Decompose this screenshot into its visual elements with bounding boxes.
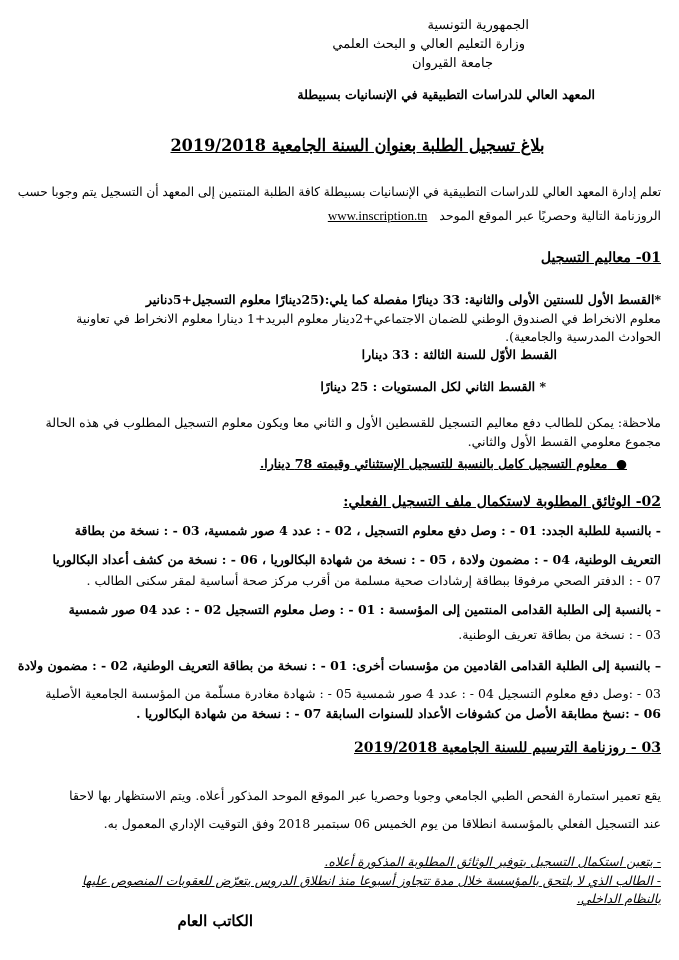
section1-heading: 01- معاليم التسجيل	[540, 250, 661, 266]
section1-first-installment-line2: معلوم الانخراط في الصندوق الوطني للضمان الاجتماعي+2دينار معلوم البريد+1 دينارا معلوم الانخراط في تعاونية	[76, 311, 661, 326]
section2-new-students-line2: التعريف الوطنية، 04 - : مضمون ولادة ، 05 - : نسخة من شهادة البكالوريا ، 06 - : نسخة من كشف أعداد البكالوريا	[52, 552, 661, 567]
section2-transfer-line1: – بالنسبة إلى الطلبة القدامى القادمين من مؤسسات أخرى: 01 - : نسخة من بطاقة التعريف الوطنية، 02 - : مضمون ولادة	[17, 658, 661, 673]
section1-second-installment: * القسط الثاني لكل المستويات : 25 دينارًا	[320, 379, 546, 394]
note-absence: - الطالب الذي لا يلتحق بالمؤسسة خلال مدة تتجاوز أسبوعا منذ انطلاق الدروس يتعرّض للعقوبات المنصوص عليها	[82, 873, 661, 888]
section2-new-students-line1: - بالنسبة للطلبة الجدد: 01 - : وصل دفع معلوم التسجيل ، 02 - : عدد 4 صور شمسية، 03 - : نسخة من بطاقة	[74, 523, 661, 538]
section2-heading-text: 02- الوثائق المطلوبة لاستكمال ملف التسجيل الفعلي:	[343, 494, 661, 510]
signature-secretary-general: الكاتب العام	[177, 912, 253, 930]
note-absence-line2: بالنظام الداخلي.	[576, 891, 661, 906]
section1-note: ملاحظة: يمكن للطالب دفع معاليم التسجيل للقسطين الأول و الثاني معا ويكون معلوم التسجيل المطلوب في هذه الحالة	[45, 415, 661, 430]
intro-line-1: تعلم إدارة المعهد العالي للدراسات التطبيقية في الإنسانيات بسبيطلة كافة الطلبة المنتمين إلى المعهد أن التسجيل يتم وجوبا حسب	[17, 184, 661, 199]
section3-paragraph-line1: يقع تعمير استمارة الفحص الطبي الجامعي وجوبا وحصريا عبر الموقع الموحد المذكور أعلاه. ويتم الاستظهار بها لاحقا	[69, 788, 661, 803]
section1-exceptional-text: معلوم التسجيل كامل بالنسبة للتسجيل الإستثنائي وقيمته 78 دينارا.	[259, 456, 608, 471]
section2-old-students-line2: 03 - : نسخة من بطاقة تعريف الوطنية.	[458, 627, 661, 642]
header-line-republic: الجمهورية التونسية	[427, 18, 529, 33]
section2-new-students-line3: 07 - : الدفتر الصحي مرفوقا ببطاقة إرشادات صحية مسلمة من أقرب مركز صحة أساسية لمقر سكنى الطالب .	[86, 573, 661, 588]
section1-first-installment-line3: الحوادث المدرسية والجامعية).	[505, 329, 661, 344]
intro-line-2	[328, 206, 661, 225]
website-link[interactable]: www.inscription.tn	[327, 208, 428, 223]
intro-text: الروزنامة التالية وحصريًا عبر الموقع الموحد	[439, 208, 661, 223]
section1-exceptional	[260, 454, 627, 473]
section1-third-year: القسط الأوّل للسنة الثالثة : 33 دينارا	[361, 347, 557, 362]
header-line-university: جامعة القيروان	[411, 56, 493, 71]
section2-heading	[343, 494, 661, 510]
section2-transfer-line3: 06 - :نسخ مطابقة الأصل من كشوفات الأعداد للسنوات السابقة 07 - : نسخة من شهادة البكالوريا .	[136, 706, 661, 721]
section2-old-students-line1: - بالنسبة إلى الطلبة القدامى المنتمين إلى المؤسسة : 01 - : وصل معلوم التسجيل 02 - : عدد 04 صور شمسية	[68, 602, 661, 617]
bullet-dot: ●	[607, 456, 627, 471]
section3-heading: 03 - روزنامة الترسيم للسنة الجامعية 2019/2018	[354, 740, 661, 756]
section1-note-line2: مجموع معلومي القسط الأول والثاني.	[467, 434, 661, 449]
section3-paragraph-line2: عند التسجيل الفعلي بالمؤسسة انطلاقا من يوم الخميس 06 سبتمبر 2018 وفق التوقيت الإداري المعمول به.	[103, 816, 661, 831]
section1-first-installment: *القسط الأول للسنتين الأولى والثانية: 33 دينارًا مفصلة كما يلي:(25دينارًا معلوم التسجيل+5دنانير	[145, 292, 661, 307]
header-line-ministry: وزارة التعليم العالي و البحث العلمي	[332, 37, 525, 52]
header-line-institute: المعهد العالي للدراسات التطبيقية في الإنسانيات بسبيطلة	[297, 87, 595, 102]
section2-transfer-line2: 03 - :وصل دفع معلوم التسجيل 04 - : عدد 4 صور شمسية 05 - : شهادة مغادرة مسلّمة من المؤسسة الجامعية الأصلية	[45, 686, 661, 701]
note-completion: - يتعين استكمال التسجيل بتوفير الوثائق المطلوبة المذكورة أعلاه.	[324, 854, 661, 869]
page-title: بلاغ تسجيل الطلبة بعنوان السنة الجامعية 2019/2018	[170, 136, 545, 156]
